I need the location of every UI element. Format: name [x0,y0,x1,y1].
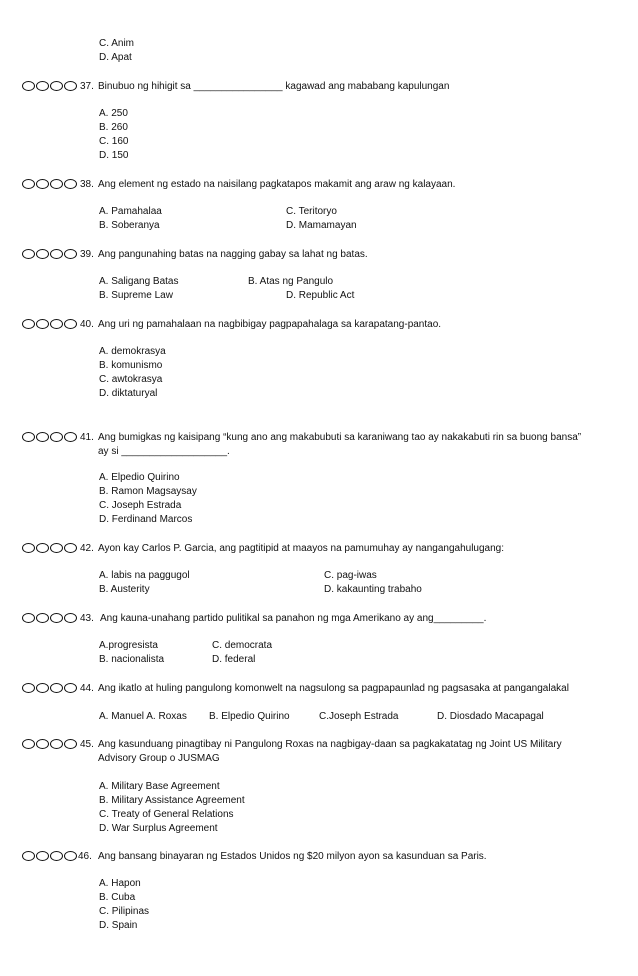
question-number: 45. [80,739,94,750]
continuation-choice: C. Anim [99,38,135,49]
choice: D. diktaturyal [99,388,158,399]
choice: D. War Surplus Agreement [99,823,218,834]
question-text: Ang kauna-unahang partido pulitikal sa panahon ng mga Amerikano ay ang_________. [100,613,487,624]
question-number: 38. [80,179,94,190]
answer-bubble-a[interactable] [22,249,35,259]
question-text: Ang uri ng pamahalaan na nagbibigay pagpapahalaga sa karapatang-pantao. [98,319,442,330]
answer-bubble-b[interactable] [36,851,49,861]
answer-bubble-b[interactable] [36,179,49,189]
choice: C. awtokrasya [99,374,163,385]
question-text: Ayon kay Carlos P. Garcia, ang pagtitipid at maayos na pamumuhay ay nangangahulugang: [98,543,505,554]
question-text: Ang element ng estado na naisilang pagkatapos makamit ang araw ng kalayaan. [98,179,456,190]
answer-bubble-a[interactable] [22,81,35,91]
answer-bubble-a[interactable] [22,543,35,553]
answer-bubble-d[interactable] [64,81,77,91]
choice: B. Ramon Magsaysay [99,486,197,497]
question-number: 46. [78,851,92,862]
answer-bubble-d[interactable] [64,179,77,189]
answer-bubbles[interactable] [22,851,78,861]
answer-bubble-b[interactable] [36,432,49,442]
question-number: 43. [80,613,94,624]
continuation-choice: D. Apat [99,52,132,63]
choice: D. Spain [99,920,138,931]
question-text: Ang bansang binayaran ng Estados Unidos ng $20 milyon ayon sa kasunduan sa Paris. [98,851,487,862]
answer-bubble-b[interactable] [36,683,49,693]
choice: D. Republic Act [286,290,355,301]
choice: B. 260 [99,122,128,133]
choice: C. Joseph Estrada [99,500,182,511]
answer-bubble-c[interactable] [50,432,63,442]
choice: B. Cuba [99,892,136,903]
answer-bubble-a[interactable] [22,319,35,329]
choice: C. Teritoryo [286,206,337,217]
choice: C.Joseph Estrada [319,711,399,722]
answer-bubble-d[interactable] [64,432,77,442]
answer-bubble-d[interactable] [64,851,77,861]
answer-bubble-c[interactable] [50,319,63,329]
answer-bubble-b[interactable] [36,81,49,91]
question-number: 44. [80,683,94,694]
choice: B. Supreme Law [99,290,173,301]
answer-bubble-a[interactable] [22,179,35,189]
choice: B. komunismo [99,360,163,371]
question-text: Ang pangunahing batas na nagging gabay sa lahat ng batas. [98,249,368,260]
choice: B. Atas ng Pangulo [248,276,334,287]
choice: C. pag-iwas [324,570,377,581]
choice: A. Saligang Batas [99,276,179,287]
question-text: Binubuo ng hihigit sa ________________ kagawad ang mababang kapulungan [98,81,450,92]
choice: C. 160 [99,136,129,147]
question-text-continued: Advisory Group o JUSMAG [98,753,220,764]
choice: A. labis na paggugol [99,570,190,581]
question-text: Ang ikatlo at huling pangulong komonwelt na nagsulong sa pagpapaunlad ng pagsasaka at pangangalakal [98,683,569,694]
choice: A. Manuel A. Roxas [99,711,187,722]
question-text: Ang bumigkas ng kaisipang “kung ano ang makabubuti sa karaniwang tao ay nakakabuti rin sa buong bansa” [98,432,582,443]
answer-bubbles[interactable] [22,249,78,259]
answer-bubble-c[interactable] [50,179,63,189]
choice: C. Pilipinas [99,906,150,917]
question-number: 39. [80,249,94,260]
answer-bubbles[interactable] [22,179,78,189]
choice: A. Hapon [99,878,141,889]
choice: B. Elpedio Quirino [209,711,290,722]
answer-bubble-c[interactable] [50,543,63,553]
question-text: Ang kasunduang pinagtibay ni Pangulong Roxas na nagbigay-daan sa pagkakatatag ng Joint US Military [98,739,562,750]
answer-bubble-b[interactable] [36,739,49,749]
choice: A. Military Base Agreement [99,781,220,792]
choice: C. Treaty of General Relations [99,809,234,820]
choice: A. 250 [99,108,128,119]
answer-bubble-a[interactable] [22,432,35,442]
choice: B. nacionalista [99,654,165,665]
choice: A.progresista [99,640,158,651]
answer-bubble-b[interactable] [36,613,49,623]
answer-bubble-c[interactable] [50,851,63,861]
choice: C. democrata [212,640,273,651]
answer-bubble-d[interactable] [64,319,77,329]
answer-bubbles[interactable] [22,613,78,623]
question-number: 40. [80,319,94,330]
choice: A. Pamahalaa [99,206,162,217]
answer-bubble-d[interactable] [64,543,77,553]
choice: D. federal [212,654,256,665]
question-number: 42. [80,543,94,554]
answer-bubble-d[interactable] [64,249,77,259]
choice: D. Mamamayan [286,220,357,231]
question-text-continued: ay si ___________________. [98,446,230,457]
answer-bubble-b[interactable] [36,249,49,259]
choice: D. Diosdado Macapagal [437,711,544,722]
choice: D. 150 [99,150,129,161]
answer-bubbles[interactable] [22,543,78,553]
choice: D. Ferdinand Marcos [99,514,193,525]
choice: A. Elpedio Quirino [99,472,180,483]
choice: B. Austerity [99,584,150,595]
answer-bubble-c[interactable] [50,613,63,623]
answer-bubble-d[interactable] [64,683,77,693]
answer-bubble-c[interactable] [50,249,63,259]
choice: A. demokrasya [99,346,166,357]
answer-bubble-b[interactable] [36,319,49,329]
answer-bubble-c[interactable] [50,739,63,749]
choice: B. Military Assistance Agreement [99,795,245,806]
answer-bubble-a[interactable] [22,851,35,861]
answer-bubbles[interactable] [22,683,78,693]
answer-bubbles[interactable] [22,319,78,329]
answer-bubble-a[interactable] [22,613,35,623]
answer-bubbles[interactable] [22,432,78,442]
answer-bubble-a[interactable] [22,739,35,749]
answer-bubbles[interactable] [22,81,78,91]
answer-bubble-b[interactable] [36,543,49,553]
choice: B. Soberanya [99,220,160,231]
answer-bubble-d[interactable] [64,613,77,623]
question-number: 41. [80,432,94,443]
answer-bubble-c[interactable] [50,683,63,693]
answer-bubble-c[interactable] [50,81,63,91]
answer-bubble-a[interactable] [22,683,35,693]
answer-bubbles[interactable] [22,739,78,749]
answer-bubble-d[interactable] [64,739,77,749]
choice: D. kakaunting trabaho [324,584,422,595]
question-number: 37. [80,81,94,92]
